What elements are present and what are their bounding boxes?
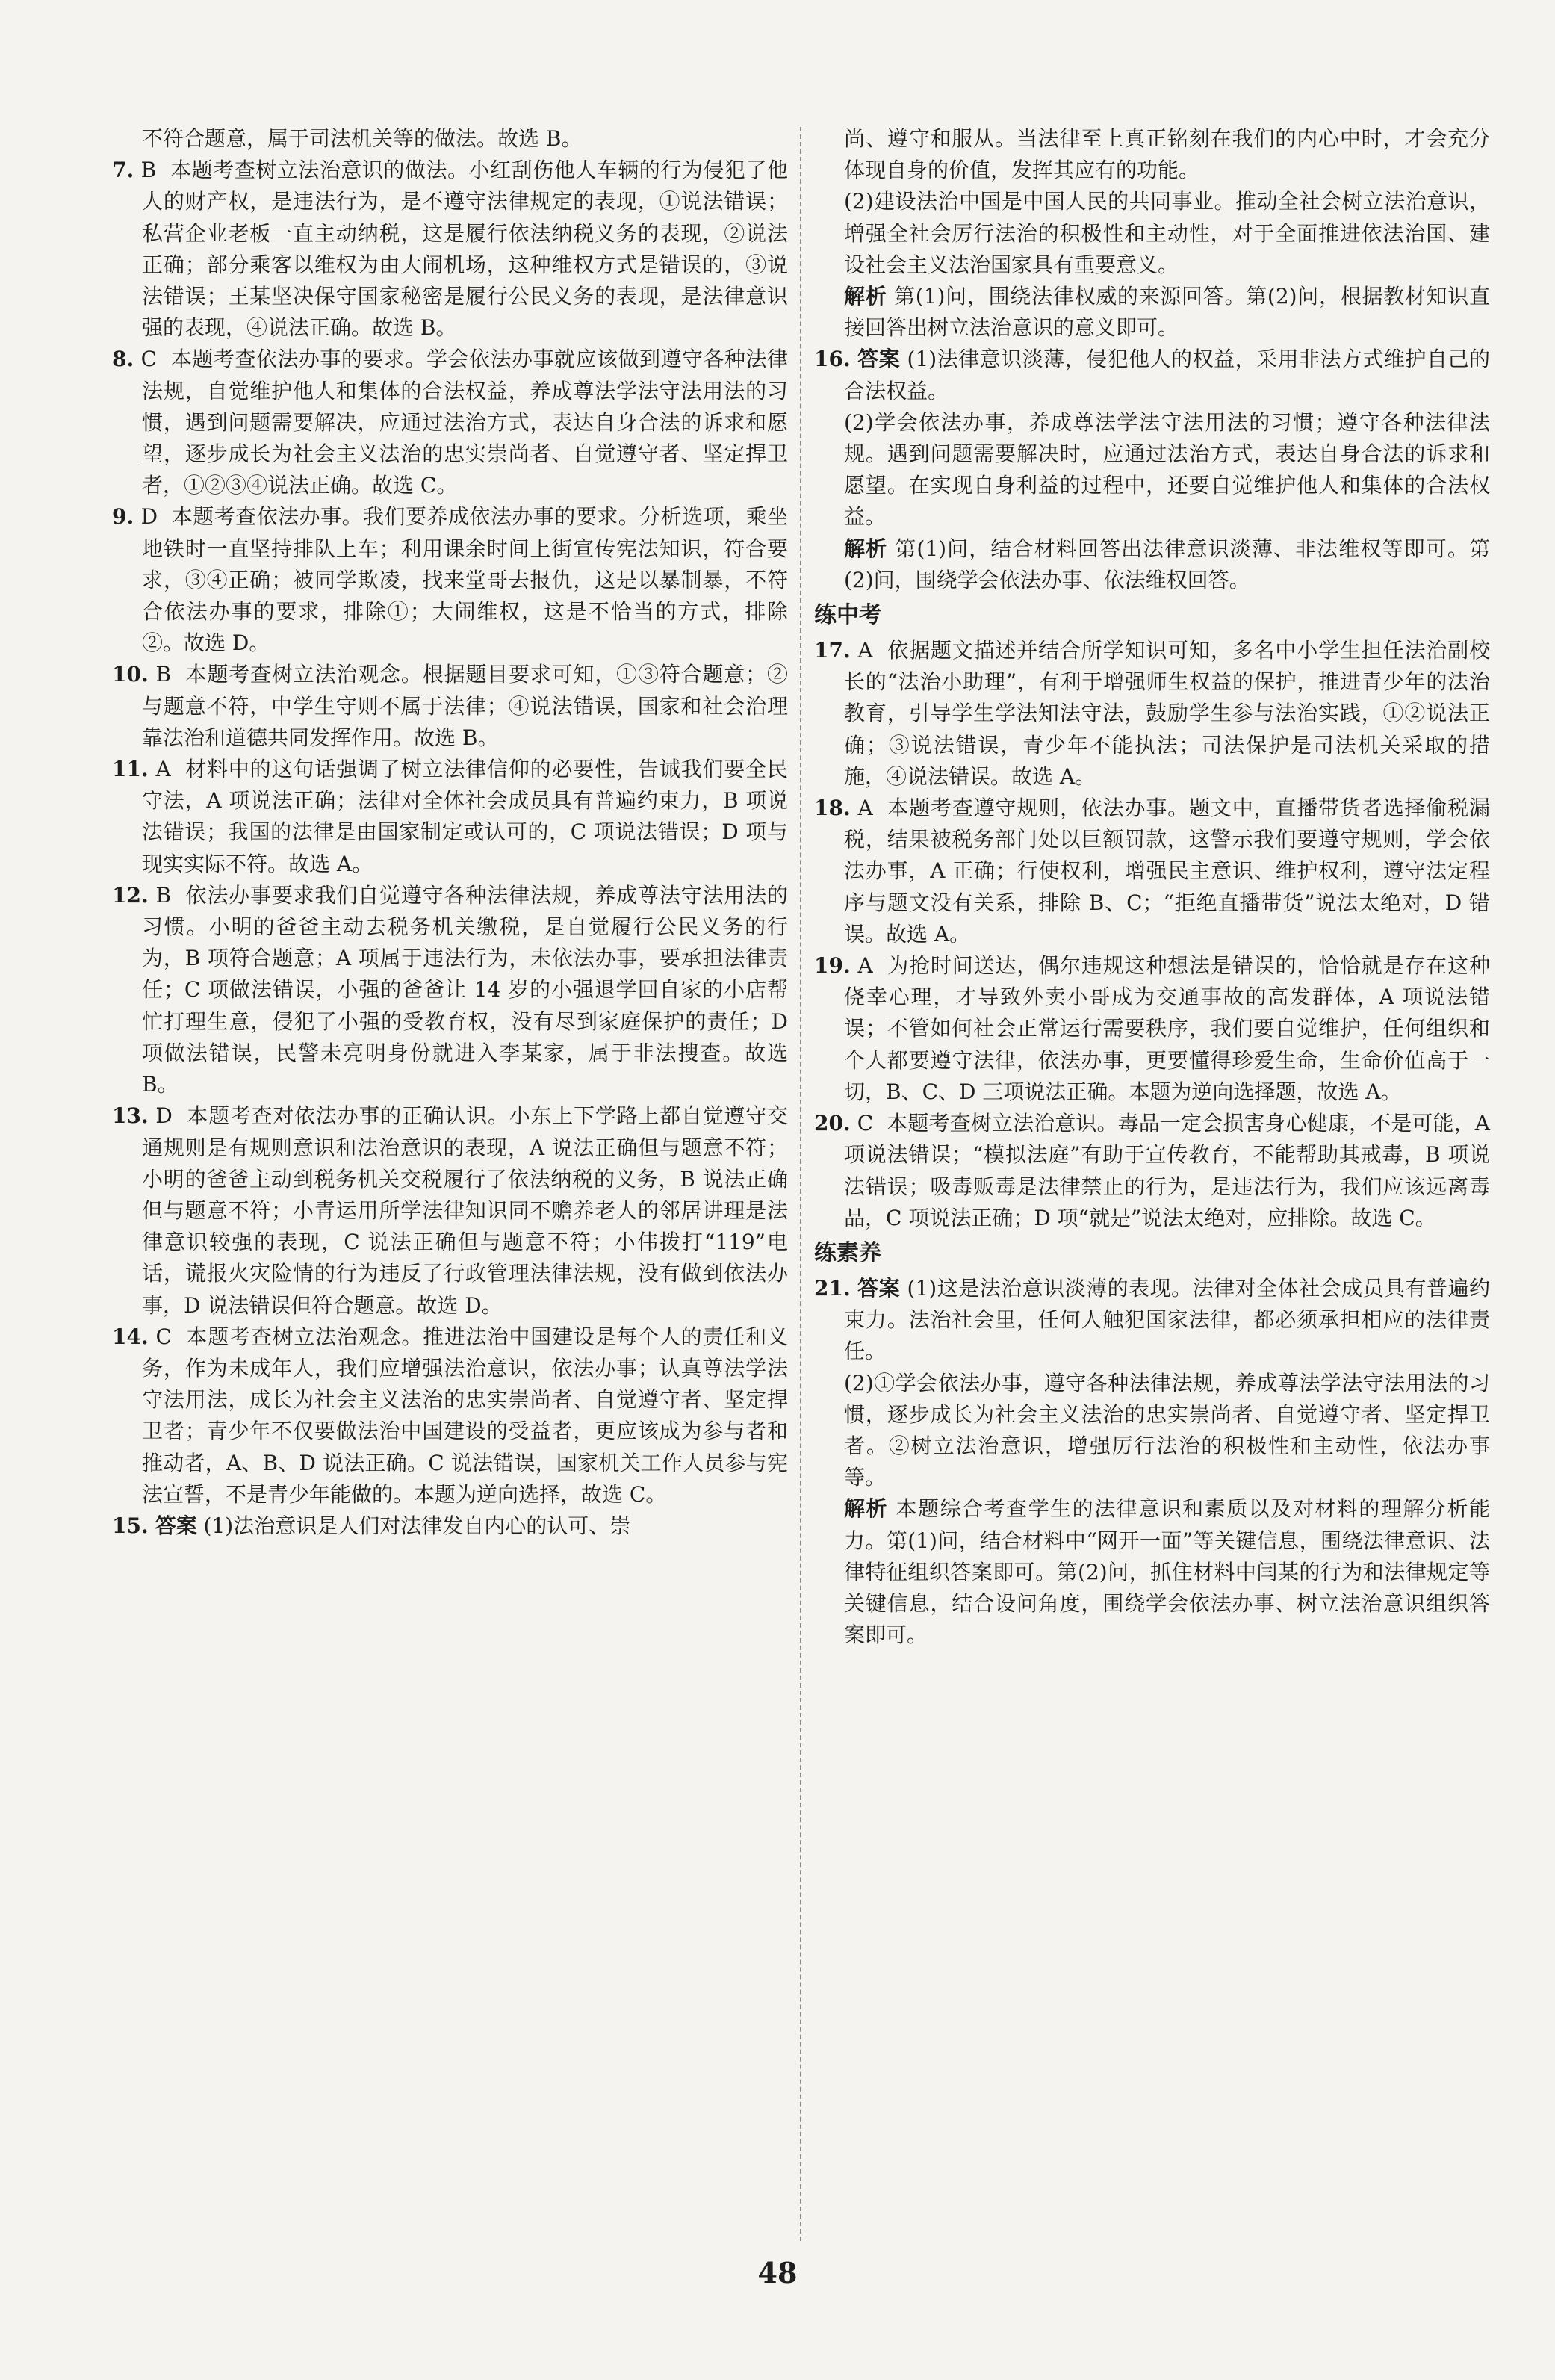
item-text: 本题考查树立法治观念。根据题目要求可知，①③符合题意；②与题意不符，中学生守则不属于法律；④说法错误，国家和社会治理靠法治和道德共同发挥作用。故选 B。 [142,662,788,750]
item-option: A [857,638,873,663]
item-text: 本题考查依法办事。我们要养成依法办事的要求。分析选项，乘坐地铁时一直坚持排队上车；利用课余时间上街宣传宪法知识，符合要求，③④正确；被同学欺凌，找来堂哥去报仇，这是以暴制暴，不符合依法办事的要求，排除①；大闹维权，这是不恰当的方式，排除②。故选 D。 [142,504,788,656]
q16-analysis: 解析 第(1)问，结合材料回答出法律意识淡薄、非法维权等即可。第(2)问，围绕学会依法办事、依法维权回答。 [844,536,1491,592]
analysis-label: 解析 [844,284,887,309]
answer-item-11 [112,754,788,880]
q21-part2: (2)①学会依法办事，遵守各种法律法规，养成尊法学法守法用法的习惯，逐步成长为社会主义法治的忠实崇尚者、自觉遵守者、坚定捍卫者。②树立法治意识，增强厉行法治的积极性和主动性，依法办事等。 [844,1370,1490,1490]
item-option: A [857,796,873,821]
answer-label: 答案 [857,1275,901,1301]
answer-item-10 [112,659,788,754]
answer-item-17 [814,635,1490,793]
item-number: 15. [112,1513,149,1538]
item-text: 本题考查树立法治意识的做法。小红刮伤他人车辆的行为侵犯了他人的财产权，是违法行为，是不遵守法律规定的表现，①说法错误；私营企业老板一直主动纳税，这是履行依法纳税义务的表现，②说法正确；部分乘客以维权为由大闹机场，这种维权方式是错误的，③说法错误；王某坚决保守国家秘密是履行公民义务的表现，是法律意识强的表现，④说法正确。故选 B。 [142,158,788,341]
right-column [814,123,1490,1651]
item-text: 本题考查树立法治意识。毒品一定会损害身心健康，不是可能，A 项说法错误；“模拟法庭”有助于宣传教育，不能帮助其戒毒，B 项说法错误；吸毒贩毒是法律禁止的行为，是违法行为，我们应该远离毒品，C 项说法正确；D 项“就是”说法太绝对，应排除。故选 C。 [844,1111,1490,1230]
item-text: (1)法律意识淡薄，侵犯他人的权益，采用非法方式维护自己的合法权益。 [844,347,1491,403]
analysis-label: 解析 [844,536,888,561]
item-option: A [155,757,171,782]
q15-analysis: 解析 第(1)问，围绕法律权威的来源回答。第(2)问，根据教材知识直接回答出树立法治意识的意义即可。 [844,284,1490,341]
item-number: 7. [112,158,134,183]
item-number: 19. [814,953,851,979]
answer-label: 答案 [857,347,901,372]
item-option: B [155,662,172,687]
page-number: 48 [757,2256,798,2290]
item-number: 16. [814,347,851,372]
left-column [112,123,788,1542]
item-text: 依法办事要求我们自觉遵守各种法律法规，养成尊法守法用法的习惯。小明的爸爸主动去税务机关缴税，是自觉履行公民义务的行为，B 项符合题意；A 项属于违法行为，未依法办事，要承担法律责任；C 项做法错误，小强的爸爸让 14 岁的小强退学回自家的小店帮忙打理生意，侵犯了小强的受教育权，没有尽到家庭保护的责任；D 项做法错误，民警未亮明身份就进入李某家，属于非法搜查。故选 B。 [142,882,788,1097]
answer-item-8 [112,344,788,501]
answer-item-13 [112,1100,788,1321]
item-number: 9. [112,504,134,530]
column-divider [800,127,801,2241]
q16-part2: (2)学会依法办事，养成尊法学法守法用法的习惯；遵守各种法律法规。遇到问题需要解决时，应通过法治方式，表达自身合法的诉求和愿望。在实现自身利益的过程中，还要自觉维护他人和集体的合法权益。 [844,409,1490,530]
item-text: 材料中的这句话强调了树立法律信仰的必要性，告诫我们要全民守法，A 项说法正确；法律对全体社会成员具有普遍约束力，B 项说法错误；我国的法律是由国家制定或认可的，C 项说法错误；D 项与现实实际不符。故选 A。 [142,757,788,876]
item-option: C [140,347,158,372]
answer-item-19 [814,950,1490,1108]
answer-item-20 [814,1108,1490,1234]
answer-item-7 [112,155,788,344]
section-heading-zhongkao: 练中考 [814,602,881,629]
answer-item-9 [112,501,788,659]
item-number: 21. [814,1275,851,1301]
item-text: 本题考查对依法办事的正确认识。小东上下学路上都自觉遵守交通规则是有规则意识和法治意识的表现，A 说法正确但与题意不符；小明的爸爸主动到税务机关交税履行了依法纳税的义务，B 说法正确但与题意不符；小青运用所学法律知识同不赡养老人的邻居讲理是法律意识较强的表现，C 说法正确但与题意不符；小伟拨打“119”电话，谎报火灾险情的行为违反了行政管理法律法规，没有做到依法办事，D 说法错误但符合题意。故选 D。 [142,1103,788,1318]
item-number: 20. [814,1111,851,1136]
item-option: C [155,1324,172,1349]
item-text: (1)这是法治意识淡薄的表现。法律对全体社会成员具有普遍约束力。法治社会里，任何人触犯国家法律，都必须承担相应的法律责任。 [844,1275,1491,1364]
item-number: 13. [112,1103,149,1129]
item-text: 依据题文描述并结合所学知识可知，多名中小学生担任法治副校长的“法治小助理”，有利于增强师生权益的保护，推进青少年的法治教育，引导学生学法知法守法，鼓励学生参与法治实践，①②说法正确；③说法错误，青少年不能执法；司法保护是司法机关采取的措施，④说法错误。故选 A。 [844,638,1490,789]
answer-item-15 [112,1510,788,1542]
answer-item-16 [814,344,1490,406]
item-number: 17. [814,638,851,663]
answer-label: 答案 [155,1513,197,1538]
q15-part2: (2)建设法治中国是中国人民的共同事业。推动全社会树立法治意识，增强全社会厉行法治的积极性和主动性，对于全面推进依法治国、建设社会主义法治国家具有重要意义。 [844,189,1490,277]
q21-analysis: 解析 本题综合考查学生的法律意识和素质以及对材料的理解分析能力。第(1)问，结合材料中“网开一面”等关键信息，围绕法律意识、法律特征组织答案即可。第(2)问，抓住材料中闫某的行为和法律规定等关键信息，结合设问角度，围绕学会依法办事、树立法治意识组织答案即可。 [844,1496,1490,1648]
analysis-label: 解析 [844,1496,889,1522]
item-number: 14. [112,1324,149,1349]
item-option: D [155,1103,173,1129]
item-text: 本题考查依法办事的要求。学会依法办事就应该做到遵守各种法律法规，自觉维护他人和集体的合法权益，养成尊法学法守法用法的习惯，遇到问题需要解决，应通过法治方式，表达自身合法的诉求和愿望，逐步成长为社会主义法治的忠实崇尚者、自觉遵守者、坚定捍卫者，①②③④说法正确。故选 C。 [142,347,788,498]
q15-continuation: 尚、遵守和服从。当法律至上真正铭刻在我们的内心中时，才会充分体现自身的价值，发挥其应有的功能。 [844,126,1490,183]
item-text: (1)法治意识是人们对法律发自内心的认可、崇 [203,1513,631,1538]
item-number: 10. [112,662,149,687]
answer-item-12 [112,880,788,1100]
continuation-text: 不符合题意，属于司法机关等的做法。故选 B。 [142,126,583,151]
answer-item-18 [814,793,1490,950]
item-option: C [857,1111,874,1136]
answer-item-14 [112,1321,788,1510]
answer-item-21 [814,1273,1490,1368]
item-number: 11. [112,757,149,782]
item-number: 18. [814,796,851,821]
item-number: 12. [112,882,149,908]
item-option: B [140,158,157,183]
item-number: 8. [112,347,134,372]
item-option: B [155,882,172,908]
item-text: 本题考查树立法治观念。推进法治中国建设是每个人的责任和义务，作为未成年人，我们应增强法治意识，依法办事；认真尊法学法守法用法，成长为社会主义法治的忠实崇尚者、自觉遵守者、坚定捍卫者；青少年不仅要做法治中国建设的受益者，更应该成为参与者和推动者，A、B、D 说法正确。C 说法错误，国家机关工作人员参与宪法宣誓，不是青少年能做的。本题为逆向选择，故选 C。 [142,1324,788,1507]
item-text: 本题考查遵守规则，依法办事。题文中，直播带货者选择偷税漏税，结果被税务部门处以巨额罚款，这警示我们要遵守规则，学会依法办事，A 正确；行使权利，增强民主意识、维护权利，遵守法定程序与题文没有关系，排除 B、C；“拒绝直播带货”说法太绝对，D 错误。故选 A。 [844,796,1490,946]
item-text: 为抢时间送达，偶尔违规这种想法是错误的，恰恰就是存在这种侥幸心理，才导致外卖小哥成为交通事故的高发群体，A 项说法错误；不管如何社会正常运行需要秩序，我们要自觉维护，任何组织和个人都要遵守法律，依法办事，更要懂得珍爱生命，生命价值高于一切，B、C、D 三项说法正确。本题为逆向选择题，故选 A。 [844,953,1490,1104]
item-option: A [857,953,873,979]
item-option: D [140,504,158,530]
section-heading-suyang: 练素养 [814,1239,881,1266]
